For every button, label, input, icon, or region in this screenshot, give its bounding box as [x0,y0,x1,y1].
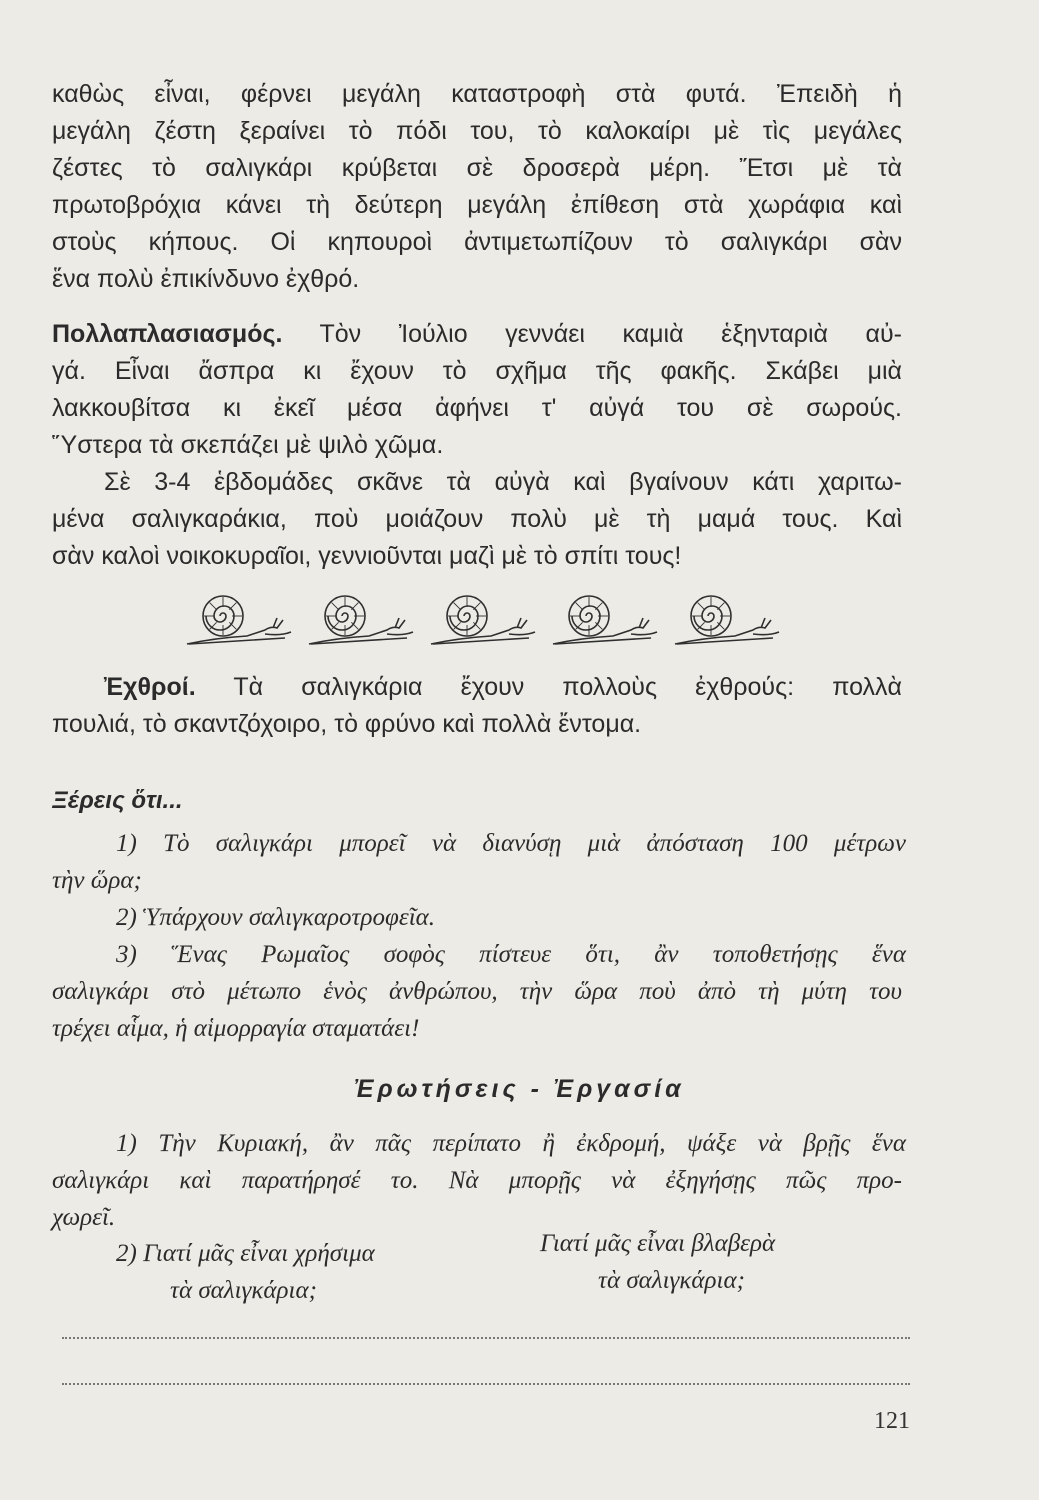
section-heading-did-you-know: Ξέρεις ὅτι... [52,787,183,814]
text-line: Σὲ 3-4 ἑβδομάδες σκᾶνε τὰ αὐγὰ καὶ βγαίνουν κάτι χαριτω- [104,468,902,496]
snail-icon [675,596,779,644]
question-right-line: τὰ σαλιγκάρια; [598,1267,745,1294]
section-heading-enemies: Ἐχθροί. [104,673,196,701]
answer-dotted-line [62,1337,910,1339]
text-line: λακκουβίτσα κι ἐκεῖ μέσα ἀφήνει τ' αὐγά του σὲ σωρούς. [52,394,902,422]
snail-icon [553,596,657,644]
snail-icon [431,596,535,644]
fact-line: σαλιγκάρι στὸ μέτωπο ἑνὸς ἀνθρώπου, τὴν ὥρα ποὺ ἀπὸ τὴ μύτη του [52,978,902,1005]
text-line: πουλιά, τὸ σκαντζόχοιρο, τὸ φρύνο καὶ πολλὰ ἔντομα. [52,710,642,738]
text-line: ζέστες τὸ σαλιγκάρι κρύβεται σὲ δροσερὰ μέρη. Ἔτσι μὲ τὰ [52,154,902,182]
fact-line: 2) Ὑπάρχουν σαλιγκαροτροφεῖα. [116,904,436,931]
section-heading-questions: Ἐρωτήσεις - Ἐργασία [354,1075,685,1103]
text-line: μένα σαλιγκαράκια, ποὺ μοιάζουν πολὺ μὲ τὴ μαμά τους. Καὶ [52,505,902,533]
text-line: στοὺς κήπους. Οἱ κηπουροὶ ἀντιμετωπίζουν τὸ σαλιγκάρι σὰν [52,228,902,256]
question-line: σαλιγκάρι καὶ παρατήρησέ το. Νὰ μπορῇς νὰ ἐξηγήσῃς πῶς προ- [52,1167,902,1194]
fact-line: 1) Τὸ σαλιγκάρι μπορεῖ νὰ διανύσῃ μιὰ ἀπόσταση 100 μέτρων [116,830,906,857]
text-line: ἕνα πολὺ ἐπικίνδυνο ἐχθρό. [52,265,360,293]
text-span: Τὸν Ἰούλιο γεννάει καμιὰ ἑξηνταριὰ αὐ- [319,320,902,348]
fact-line: τὴν ὥρα; [52,867,142,894]
text-line: καθὼς εἶναι, φέρνει μεγάλη καταστροφὴ στὰ φυτά. Ἐπειδὴ ἡ [52,80,902,108]
section-enemies-first-line [104,673,902,702]
question-left-line: τὰ σαλιγκάρια; [170,1277,317,1304]
snails-illustration [185,588,795,650]
snail-icon [309,596,413,644]
question-left-line: 2) Γιατί μᾶς εἶναι χρήσιμα [116,1240,375,1267]
question-line: 1) Τὴν Κυριακή, ἂν πᾶς περίπατο ἢ ἐκδρομή, ψάξε νὰ βρῇς ἕνα [116,1130,906,1157]
question-line: χωρεῖ. [52,1204,116,1231]
text-line: Ὕστερα τὰ σκεπάζει μὲ ψιλὸ χῶμα. [52,431,444,459]
question-right-line: Γιατί μᾶς εἶναι βλαβερὰ [540,1230,776,1257]
answer-dotted-line [62,1383,910,1385]
fact-line: τρέχει αἷμα, ἡ αἱμορραγία σταματάει! [52,1015,420,1042]
text-line: σὰν καλοὶ νοικοκυραῖοι, γεννιοῦνται μαζὶ μὲ τὸ σπίτι τους! [52,542,682,570]
text-span: Τὰ σαλιγκάρια ἔχουν πολλοὺς ἐχθρούς: πολλὰ [233,673,902,701]
text-line: μεγάλη ζέστη ξεραίνει τὸ πόδι του, τὸ καλοκαίρι μὲ τὶς μεγάλες [52,117,902,145]
section-reproduction-first-line [52,320,902,349]
page-number: 121 [874,1408,910,1434]
fact-line: 3) Ἕνας Ρωμαῖος σοφὸς πίστευε ὅτι, ἂν τοποθετήσῃς ἕνα [116,941,906,968]
snail-icon [187,596,291,644]
section-heading-reproduction: Πολλαπλασιασμός. [52,320,283,348]
text-line: πρωτοβρόχια κάνει τὴ δεύτερη μεγάλη ἐπίθεση στὰ χωράφια καὶ [52,191,902,219]
text-line: γά. Εἶναι ἄσπρα κι ἔχουν τὸ σχῆμα τῆς φακῆς. Σκάβει μιὰ [52,357,902,385]
